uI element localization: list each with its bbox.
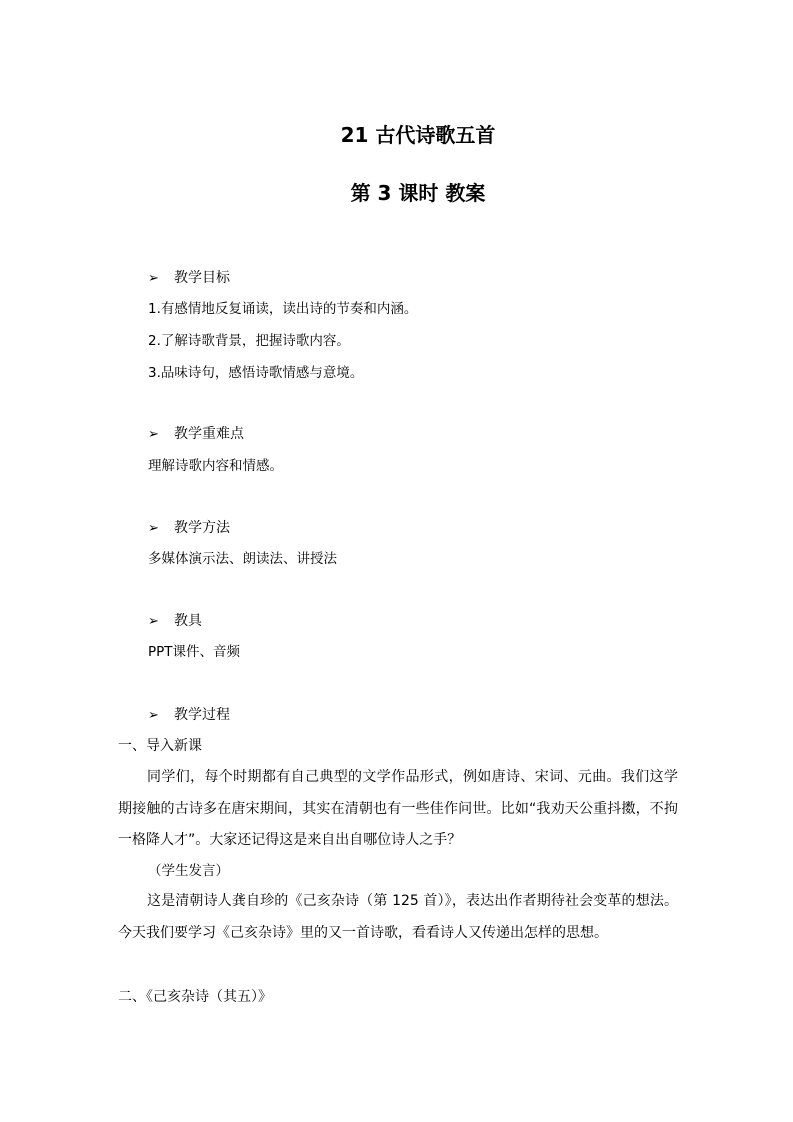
intro-paragraph: 同学们，每个时期都有自己典型的文学作品形式，例如唐诗、宋词、元曲。我们这学期接触的古诗多在唐宋期间，其实在清朝也有一些佳作问世。比如“我劝天公重抖擞，不拘一格降人才”。大家还记得这是来自出自哪位诗人之手？ xyxy=(118,769,678,848)
objective-item: 3.品味诗句，感悟诗歌情感与意境。 xyxy=(148,365,364,381)
heading-label: 教学目标 xyxy=(174,270,230,286)
arrow-bullet-icon: ➢ xyxy=(148,708,159,723)
background-paragraph: 这是清朝诗人龚自珍的《己亥杂诗（第 125 首）》，表达出作者期待社会变革的想法。今天我们要学习《己亥杂诗》里的又一首诗歌，看看诗人又传递出怎样的思想。 xyxy=(118,893,678,941)
section-heading-methods xyxy=(148,519,230,538)
heading-label: 教学过程 xyxy=(174,707,230,723)
heading-label: 教学方法 xyxy=(174,520,230,536)
objective-item: 2.了解诗歌背景，把握诗歌内容。 xyxy=(148,333,350,349)
arrow-bullet-icon: ➢ xyxy=(148,614,159,629)
arrow-bullet-icon: ➢ xyxy=(148,427,159,442)
section-heading-objectives xyxy=(148,269,230,288)
heading-label: 教学重难点 xyxy=(174,426,244,442)
arrow-bullet-icon: ➢ xyxy=(148,271,159,286)
process-part1-title: 一、导入新课 xyxy=(118,738,202,754)
student-note: （学生发言） xyxy=(148,863,229,879)
document-subtitle: 第 3 课时 教案 xyxy=(350,181,486,205)
arrow-bullet-icon: ➢ xyxy=(148,521,159,536)
heading-label: 教具 xyxy=(174,613,202,629)
key-points-text: 理解诗歌内容和情感。 xyxy=(148,458,283,474)
tools-text: PPT课件、音频 xyxy=(148,644,241,660)
section-heading-tools xyxy=(148,612,202,631)
process-part2-title: 二、《己亥杂诗（其五）》 xyxy=(118,989,272,1005)
section-heading-process xyxy=(148,706,230,725)
section-heading-key-points xyxy=(148,425,244,444)
objective-item: 1.有感情地反复诵读，读出诗的节奏和内涵。 xyxy=(148,301,418,317)
methods-text: 多媒体演示法、朗读法、讲授法 xyxy=(148,551,337,567)
document-title: 21 古代诗歌五首 xyxy=(340,123,496,147)
